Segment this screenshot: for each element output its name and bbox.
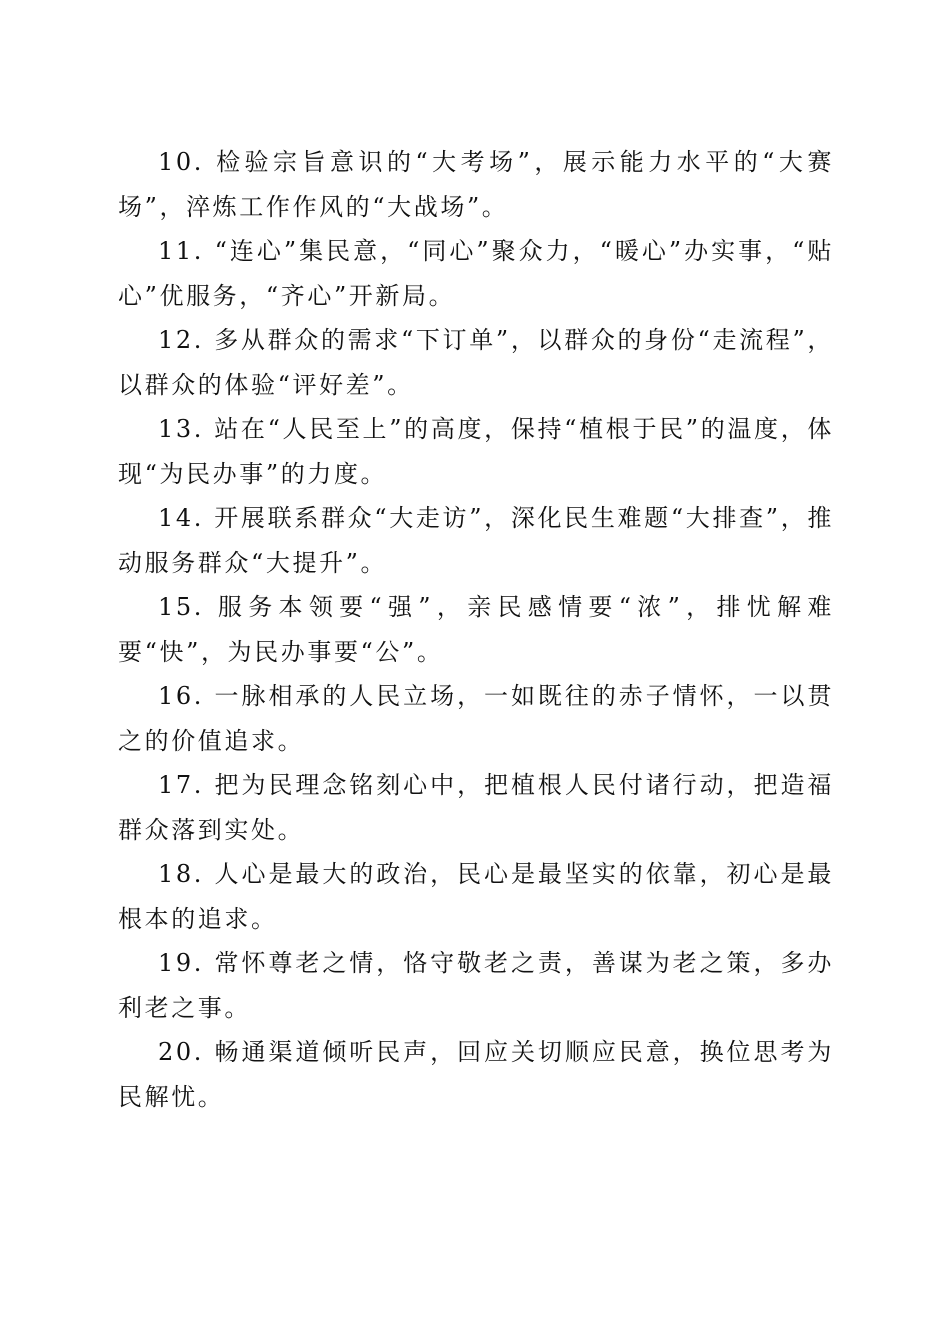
list-item-18: 18. 人心是最大的政治，民心是最坚实的依靠，初心是最根本的追求。 — [118, 860, 834, 933]
list-item-17: 17. 把为民理念铭刻心中，把植根人民付诸行动，把造福群众落到实处。 — [118, 771, 834, 844]
list-item-14: 14. 开展联系群众“大走访”，深化民生难题“大排查”，推动服务群众“大提升”。 — [118, 504, 834, 577]
list-item-13: 13. 站在“人民至上”的高度，保持“植根于民”的温度，体现“为民办事”的力度。 — [118, 415, 834, 488]
list-item-16: 16. 一脉相承的人民立场，一如既往的赤子情怀，一以贯之的价值追求。 — [118, 682, 834, 755]
document-body — [118, 140, 834, 1119]
list-item-19: 19. 常怀尊老之情，恪守敬老之责，善谋为老之策，多办利老之事。 — [118, 949, 834, 1022]
list-item-15: 15. 服务本领要“强”，亲民感情要“浓”，排忧解难要“快”，为民办事要“公”。 — [118, 593, 834, 666]
list-item-10: 10. 检验宗旨意识的“大考场”，展示能力水平的“大赛场”，淬炼工作作风的“大战场”。 — [118, 148, 834, 221]
list-item-20: 20. 畅通渠道倾听民声，回应关切顺应民意，换位思考为民解忧。 — [118, 1038, 834, 1111]
list-item-11: 11. “连心”集民意，“同心”聚众力，“暖心”办实事，“贴心”优服务，“齐心”开新局。 — [118, 237, 834, 310]
list-item-12: 12. 多从群众的需求“下订单”，以群众的身份“走流程”，以群众的体验“评好差”。 — [118, 326, 834, 399]
